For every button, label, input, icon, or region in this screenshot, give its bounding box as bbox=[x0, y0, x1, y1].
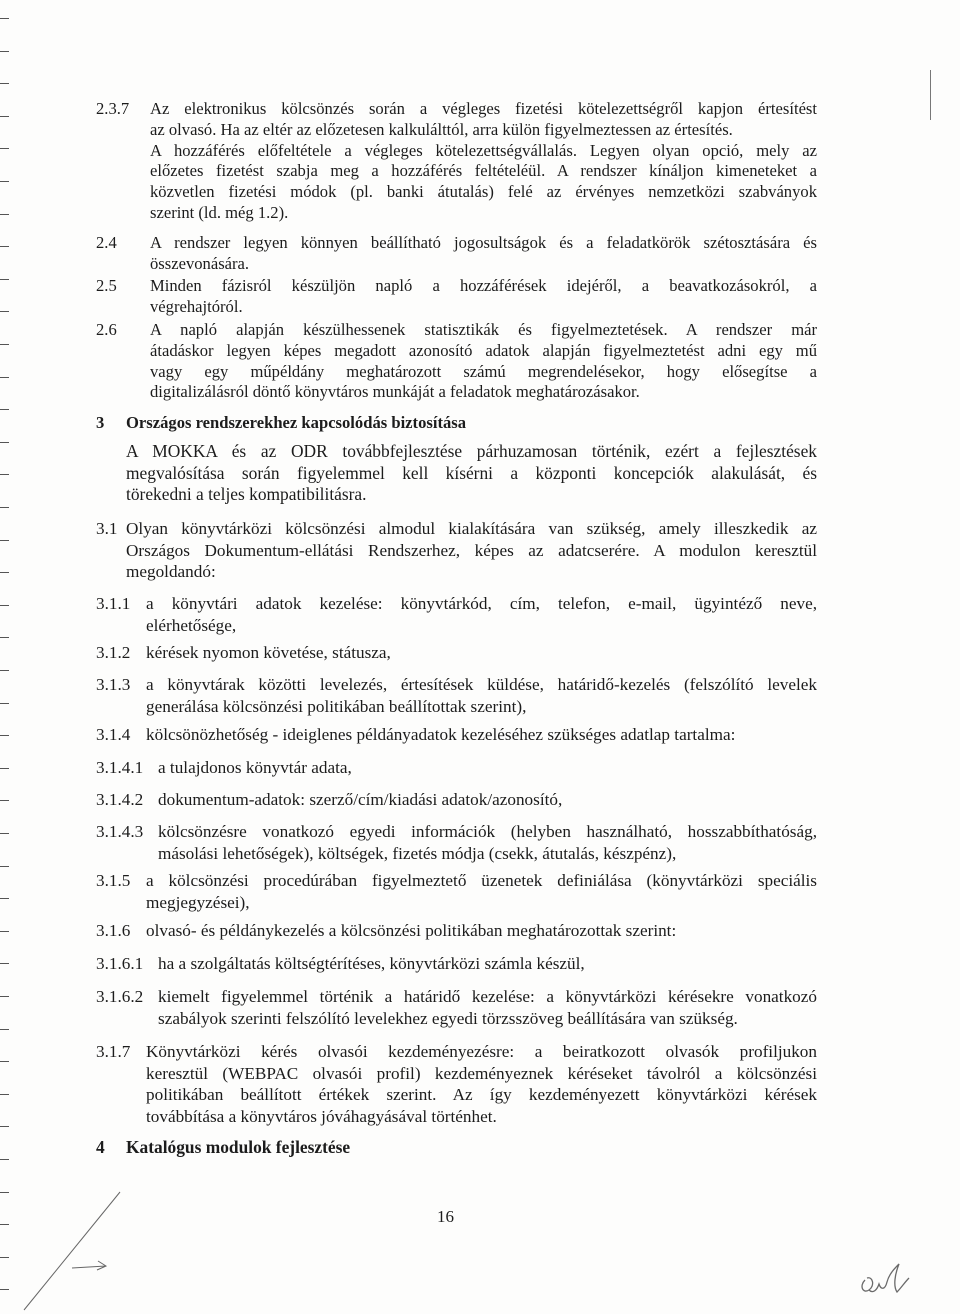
edge-tick bbox=[0, 833, 9, 834]
edge-tick bbox=[0, 51, 9, 52]
edge-tick bbox=[0, 931, 9, 932]
text-line: A hozzáférés előfeltétele a végleges kötelezettségvállalás. Legyen olyan opció, mely az bbox=[150, 140, 817, 160]
edge-tick bbox=[0, 377, 9, 378]
edge-tick bbox=[0, 507, 9, 508]
edge-tick bbox=[0, 735, 9, 736]
section-heading-4 bbox=[96, 1137, 351, 1158]
heading-number: 3 bbox=[96, 413, 105, 432]
item-number: 3.1.4.1 bbox=[96, 758, 144, 777]
item-number: 3.1.4.2 bbox=[96, 790, 144, 809]
section-heading-3 bbox=[96, 413, 467, 434]
edge-tick bbox=[0, 18, 9, 19]
edge-tick bbox=[0, 540, 9, 541]
text-line: politikában beállított értékek szerint. Az így kezdeményezett könyvtárközi kérések bbox=[146, 1085, 817, 1105]
text-line: kölcsönözhetőség - ideiglenes példányadatok kezeléséhez szükséges adatlap tartalma: bbox=[146, 725, 736, 744]
pencil-mark-icon bbox=[20, 1190, 130, 1314]
page-number: 16 bbox=[437, 1207, 454, 1226]
text-line: A MOKKA és az ODR továbbfejlesztése párhuzamosan történik, ezért a fejlesztések bbox=[126, 441, 817, 461]
edge-tick bbox=[0, 344, 9, 345]
text-line: szerint (ld. még 1.2). bbox=[150, 202, 289, 222]
binding-edge-marks bbox=[0, 0, 16, 1314]
edge-tick bbox=[0, 670, 9, 671]
text-line: megoldandó: bbox=[126, 562, 216, 582]
item-number: 3.1.6 bbox=[96, 921, 131, 940]
heading-title: Katalógus modulok fejlesztése bbox=[126, 1137, 351, 1157]
text-line: közvetlen fizetési módok (pl. banki átutalás) felé az érvényes nemzetközi szabványok bbox=[150, 182, 817, 202]
edge-tick bbox=[0, 474, 9, 475]
text-line: az olvasó. Ha az eltér az előzetesen kalkulálttól, arra külön figyelmeztessen az értesítés. bbox=[150, 119, 733, 139]
text-line: A napló alapján készülhessenek statisztikák és figyelmeztetések. A rendszer már bbox=[150, 320, 817, 339]
item-number: 3.1.2 bbox=[96, 643, 131, 662]
text-line: megjegyzései), bbox=[146, 892, 250, 912]
text-line: kiemelt figyelemmel történik a határidő kezelése: a könyvtárközi kérésekre vonatkozó bbox=[158, 987, 817, 1006]
text-line: összevonására. bbox=[150, 253, 250, 273]
edge-tick bbox=[0, 442, 9, 443]
signature-icon bbox=[855, 1260, 915, 1300]
edge-tick bbox=[0, 1094, 9, 1095]
edge-tick bbox=[0, 768, 9, 769]
text-line: másolási lehetőségek), költségek, fizetés módja (csekk, átutalás, készpénz), bbox=[158, 843, 677, 863]
edge-tick bbox=[0, 279, 9, 280]
text-line: a könyvtárak közötti levelezés, értesítések küldése, határidő-kezelés (felszólító levelek bbox=[146, 675, 817, 694]
margin-line bbox=[930, 70, 931, 120]
edge-tick bbox=[0, 703, 9, 704]
item-number: 3.1.1 bbox=[96, 594, 131, 613]
text-line: Országos Dokumentum-ellátási Rendszerhez, képes az adatcserére. A modulon keresztül bbox=[126, 540, 817, 560]
section-number: 2.6 bbox=[96, 320, 117, 339]
edge-tick bbox=[0, 996, 9, 997]
item-number: 3.1 bbox=[96, 519, 118, 538]
edge-tick bbox=[0, 1224, 9, 1225]
heading-number: 4 bbox=[96, 1137, 105, 1157]
edge-tick bbox=[0, 1289, 9, 1290]
text-line: Az elektronikus kölcsönzés során a végleges fizetési kötelezettségről kapjon értesítést bbox=[150, 99, 817, 118]
text-line: előzetes fizetést szabja meg a hozzáférés feltételéül. A rendszer kínáljon kimeneteket a bbox=[150, 161, 817, 181]
edge-tick bbox=[0, 605, 9, 606]
text-line: kölcsönzésre vonatkozó egyedi információk (helyben használható, hosszabbíthatóság, bbox=[158, 822, 817, 841]
item-number: 3.1.4 bbox=[96, 725, 131, 744]
edge-tick bbox=[0, 1029, 9, 1030]
edge-tick bbox=[0, 1192, 9, 1193]
edge-tick bbox=[0, 963, 9, 964]
text-line: generálása kölcsönzési politikában beállítottak szerint), bbox=[146, 696, 527, 716]
text-line: Olyan könyvtárközi kölcsönzési almodul kialakítására van szükség, amely illeszkedik az bbox=[126, 519, 817, 538]
edge-tick bbox=[0, 181, 9, 182]
text-line: a kölcsönzési procedúrában figyelmeztető üzenetek definiálása (könyvtárközi speciális bbox=[146, 871, 817, 890]
item-number: 3.1.4.3 bbox=[96, 822, 144, 841]
text-line: megvalósítása során figyelemmel kell kísérni a központi koncepciók alakulását, és bbox=[126, 462, 817, 483]
edge-tick bbox=[0, 1159, 9, 1160]
text-line: digitalizálásról döntő könyvtáros munkáját a feladatok meghatározásakor. bbox=[150, 382, 640, 402]
text-line: olvasó- és példánykezelés a kölcsönzési politikában meghatározottak szerint: bbox=[146, 921, 677, 940]
text-line: végrehajtóról. bbox=[150, 296, 243, 316]
item-number: 3.1.6.2 bbox=[96, 987, 144, 1006]
section-number: 2.4 bbox=[96, 233, 117, 252]
item-number: 3.1.5 bbox=[96, 871, 131, 890]
text-line: ha a szolgáltatás költségtérítéses, könyvtárközi számla készül, bbox=[158, 954, 585, 973]
text-line: Minden fázisról készüljön napló a hozzáférések idejéről, a beavatkozásokról, a bbox=[150, 276, 817, 295]
edge-tick bbox=[0, 148, 9, 149]
edge-tick bbox=[0, 800, 9, 801]
section-number: 2.3.7 bbox=[96, 99, 130, 118]
text-line: kérések nyomon követése, státusza, bbox=[146, 643, 391, 662]
text-line: továbbítása a könyvtáros jóváhagyásával történhet. bbox=[146, 1106, 497, 1126]
text-line: keresztül (WEBPAC olvasói profil) kezdeményeznek kéréseket távolról a kölcsönzési bbox=[146, 1063, 817, 1083]
edge-tick bbox=[0, 898, 9, 899]
edge-tick bbox=[0, 1257, 9, 1258]
text-line: a könyvtári adatok kezelése: könyvtárkód, cím, telefon, e-mail, ügyintéző neve, bbox=[146, 594, 817, 613]
edge-tick bbox=[0, 637, 9, 638]
edge-tick bbox=[0, 214, 9, 215]
text-line: elérhetősége, bbox=[146, 615, 237, 635]
edge-tick bbox=[0, 409, 9, 410]
section-number: 2.5 bbox=[96, 276, 117, 295]
item-number: 3.1.7 bbox=[96, 1042, 131, 1061]
edge-tick bbox=[0, 866, 9, 867]
heading-title: Országos rendszerekhez kapcsolódás biztosítása bbox=[126, 413, 467, 432]
edge-tick bbox=[0, 311, 9, 312]
text-line: Könyvtárközi kérés olvasói kezdeményezésre: a beiratkozott olvasók profiljukon bbox=[146, 1042, 817, 1061]
edge-tick bbox=[0, 116, 9, 117]
text-line: a tulajdonos könyvtár adata, bbox=[158, 758, 352, 777]
edge-tick bbox=[0, 1126, 9, 1127]
text-line: átadáskor legyen képes megadott azonosító adatok alapján figyelmeztetést adni egy mű bbox=[150, 340, 817, 360]
edge-tick bbox=[0, 572, 9, 573]
text-line: törekedni a teljes kompatibilitásra. bbox=[126, 484, 367, 505]
text-line: A rendszer legyen könnyen beállítható jogosultságok és a feladatkörök szétosztására és bbox=[150, 233, 817, 252]
text-line: dokumentum-adatok: szerző/cím/kiadási adatok/azonosító, bbox=[158, 790, 563, 809]
item-number: 3.1.3 bbox=[96, 675, 131, 694]
item-number: 3.1.6.1 bbox=[96, 954, 144, 973]
text-line: vagy egy műpéldány meghatározott számú megrendelésekor, hogy elősegítse a bbox=[150, 361, 817, 381]
text-line: szabályok szerinti felszólító levelekhez egyedi törzsszöveg beállítására van szükség. bbox=[158, 1008, 738, 1028]
edge-tick bbox=[0, 246, 9, 247]
edge-tick bbox=[0, 83, 9, 84]
edge-tick bbox=[0, 1061, 9, 1062]
